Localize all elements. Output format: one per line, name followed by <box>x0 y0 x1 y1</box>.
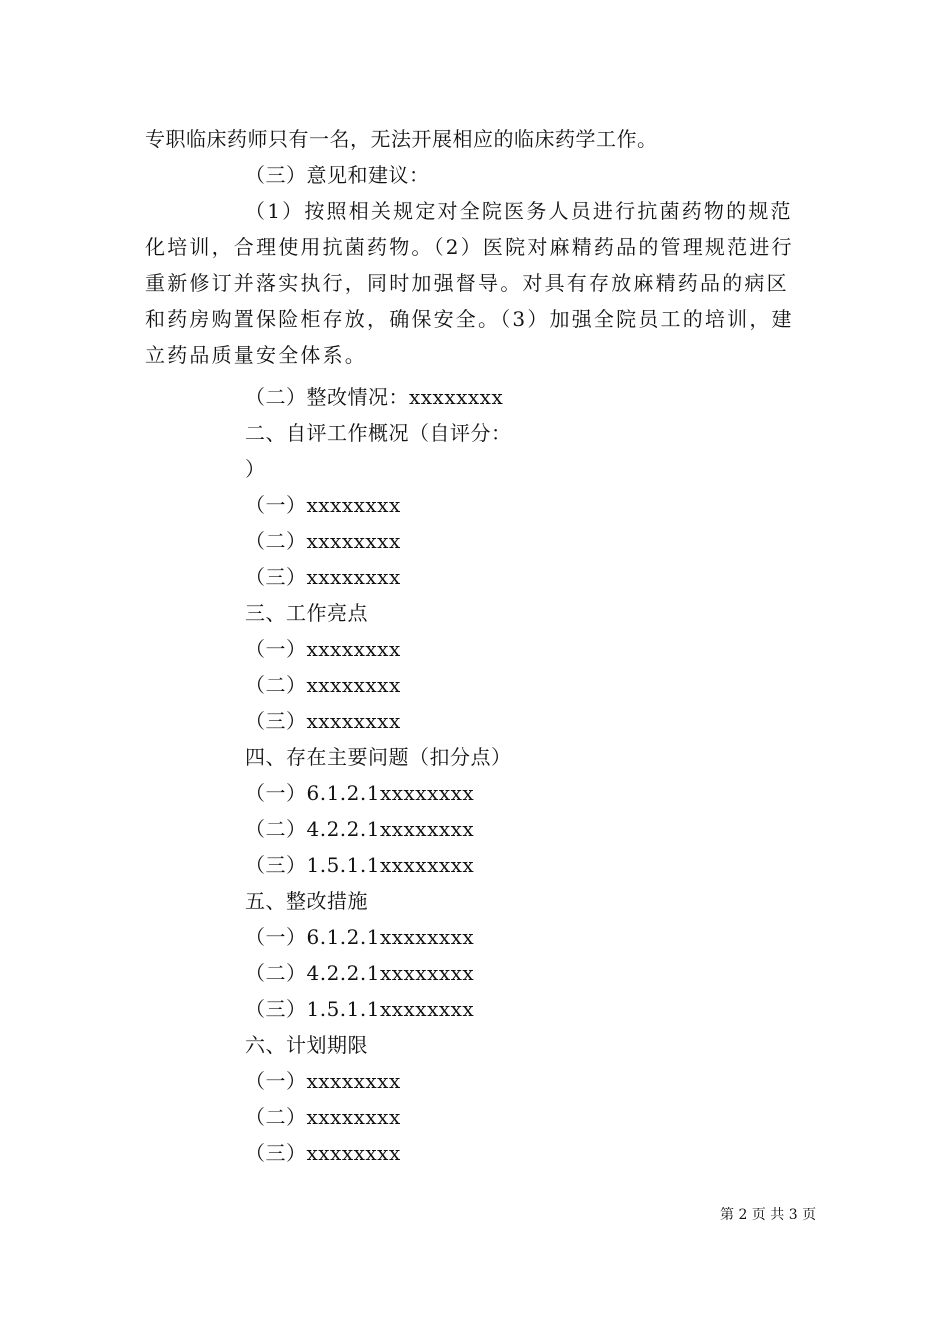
list-item: （二）xxxxxxxx <box>245 1105 401 1129</box>
paragraph-line: 立药品质量安全体系。 <box>145 343 367 367</box>
list-item: （二）4.2.2.1xxxxxxxx <box>245 961 475 985</box>
list-item: （二）xxxxxxxx <box>245 673 401 697</box>
section-heading: 三、工作亮点 <box>245 601 368 625</box>
paragraph-line: 化培训，合理使用抗菌药物。（2）医院对麻精药品的管理规范进行 <box>145 235 794 259</box>
section-heading: 五、整改措施 <box>245 889 368 913</box>
page-number: 第 2 页 共 3 页 <box>720 1207 817 1223</box>
section-heading: 二、自评工作概况（自评分： <box>245 421 512 445</box>
list-item: （三）xxxxxxxx <box>245 1141 401 1165</box>
list-item: （三）1.5.1.1xxxxxxxx <box>245 997 475 1021</box>
section-heading: 六、计划期限 <box>245 1033 368 1057</box>
section-heading: （三）意见和建议： <box>245 163 430 187</box>
section-heading-close: ） <box>245 457 266 481</box>
section-heading: 四、存在主要问题（扣分点） <box>245 745 512 769</box>
list-item: （三）xxxxxxxx <box>245 565 401 589</box>
paragraph-line: （1）按照相关规定对全院医务人员进行抗菌药物的规范 <box>245 199 793 223</box>
list-item: （一）xxxxxxxx <box>245 637 401 661</box>
list-item: （二）xxxxxxxx <box>245 529 401 553</box>
rectification-status: （二）整改情况：xxxxxxxx <box>245 385 504 409</box>
list-item: （一）6.1.2.1xxxxxxxx <box>245 925 475 949</box>
paragraph-line: 重新修订并落实执行，同时加强督导。对具有存放麻精药品的病区 <box>145 271 789 295</box>
list-item: （一）6.1.2.1xxxxxxxx <box>245 781 475 805</box>
body-text-line: 专职临床药师只有一名，无法开展相应的临床药学工作。 <box>145 127 658 151</box>
list-item: （一）xxxxxxxx <box>245 493 401 517</box>
paragraph-line: 和药房购置保险柜存放，确保安全。（3）加强全院员工的培训，建 <box>145 307 794 331</box>
list-item: （三）1.5.1.1xxxxxxxx <box>245 853 475 877</box>
list-item: （一）xxxxxxxx <box>245 1069 401 1093</box>
list-item: （三）xxxxxxxx <box>245 709 401 733</box>
list-item: （二）4.2.2.1xxxxxxxx <box>245 817 475 841</box>
